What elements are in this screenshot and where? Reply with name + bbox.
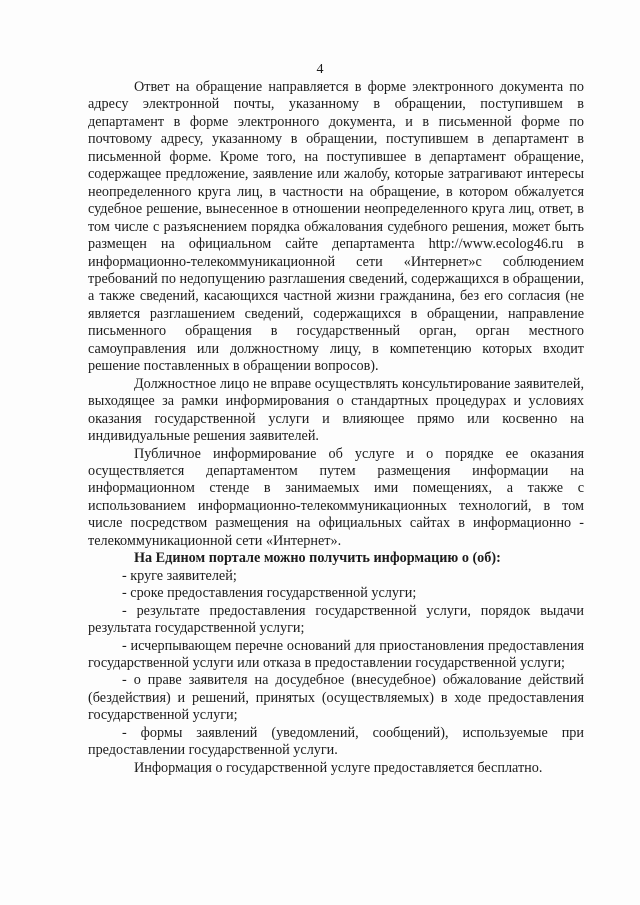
list-item-grounds: - исчерпывающем перечне оснований для приостановления предоставления государственной услуги или отказа в предоставлении государственной услуги; [88, 637, 584, 671]
list-item-appeal-right: - о праве заявителя на досудебное (внесудебное) обжалование действий (бездействия) и решений, принятых (осуществляемых) в ходе предоставления государственной услуги; [88, 672, 584, 724]
document-body [88, 79, 584, 777]
page-number: 4 [316, 62, 324, 77]
paragraph-public-informing: Публичное информирование об услуге и о порядке ее оказания осуществляется департаментом путем размещения информации на информационном стенде в занимаемых ими помещениях, а также с использованием информационно-телекоммуникационных технологий, в том числе посредством размещения на официальных сайтах в информационно - телекоммуникационной сети «Интернет». [88, 445, 584, 549]
list-item-forms: - формы заявлений (уведомлений, сообщений), используемые при предоставлении государственной услуги. [88, 724, 584, 759]
paragraph-response-delivery: Ответ на обращение направляется в форме электронного документа по адресу электронной почты, указанному в обращении, поступившем в департамент в форме электронного документа, и в письменной форме по почтовому адресу, указанному в обращении, поступившем в департамент в письменной форме. Кроме того, на поступившее в департамент обращение, содержащее предложение, заявление или жалобу, которые затрагивают интересы неопределенного круга лиц, в частности на обращение, в котором обжалуется судебное решение, вынесенное в отношении неопределенного круга лиц, ответ, в том числе с разъяснением порядка обжалования судебного решения, может быть размещен на официальном сайте департамента http://www.ecolog46.ru в информационно-телекоммуникационной сети «Интернет»с соблюдением требований по недопущению разглашения сведений, содержащихся в обращении, а также сведений, касающихся частной жизни гражданина, без его согласия (не является разглашением сведений, содержащихся в обращении, направление письменного обращения в государственный орган, орган местного самоуправления или должностному лицу, в компетенцию которых входит решение поставленных в обращении вопросов). [88, 79, 584, 375]
paragraph-consulting-limits: Должностное лицо не вправе осуществлять консультирование заявителей, выходящее за рамки информирования о стандартных процедурах и условиях оказания государственной услуги и влияющее прямо или косвенно на индивидуальные решения заявителей. [88, 375, 584, 445]
list-item-result: - результате предоставления государственной услуги, порядок выдачи результата государственной услуги; [88, 602, 584, 637]
list-item-applicants: - круге заявителей; [122, 567, 237, 584]
list-item-term: - сроке предоставления государственной услуги; [122, 585, 417, 602]
paragraph-free-of-charge: Информация о государственной услуге предоставляется бесплатно. [134, 759, 543, 776]
portal-heading: На Едином портале можно получить информацию о (об): [134, 550, 501, 567]
